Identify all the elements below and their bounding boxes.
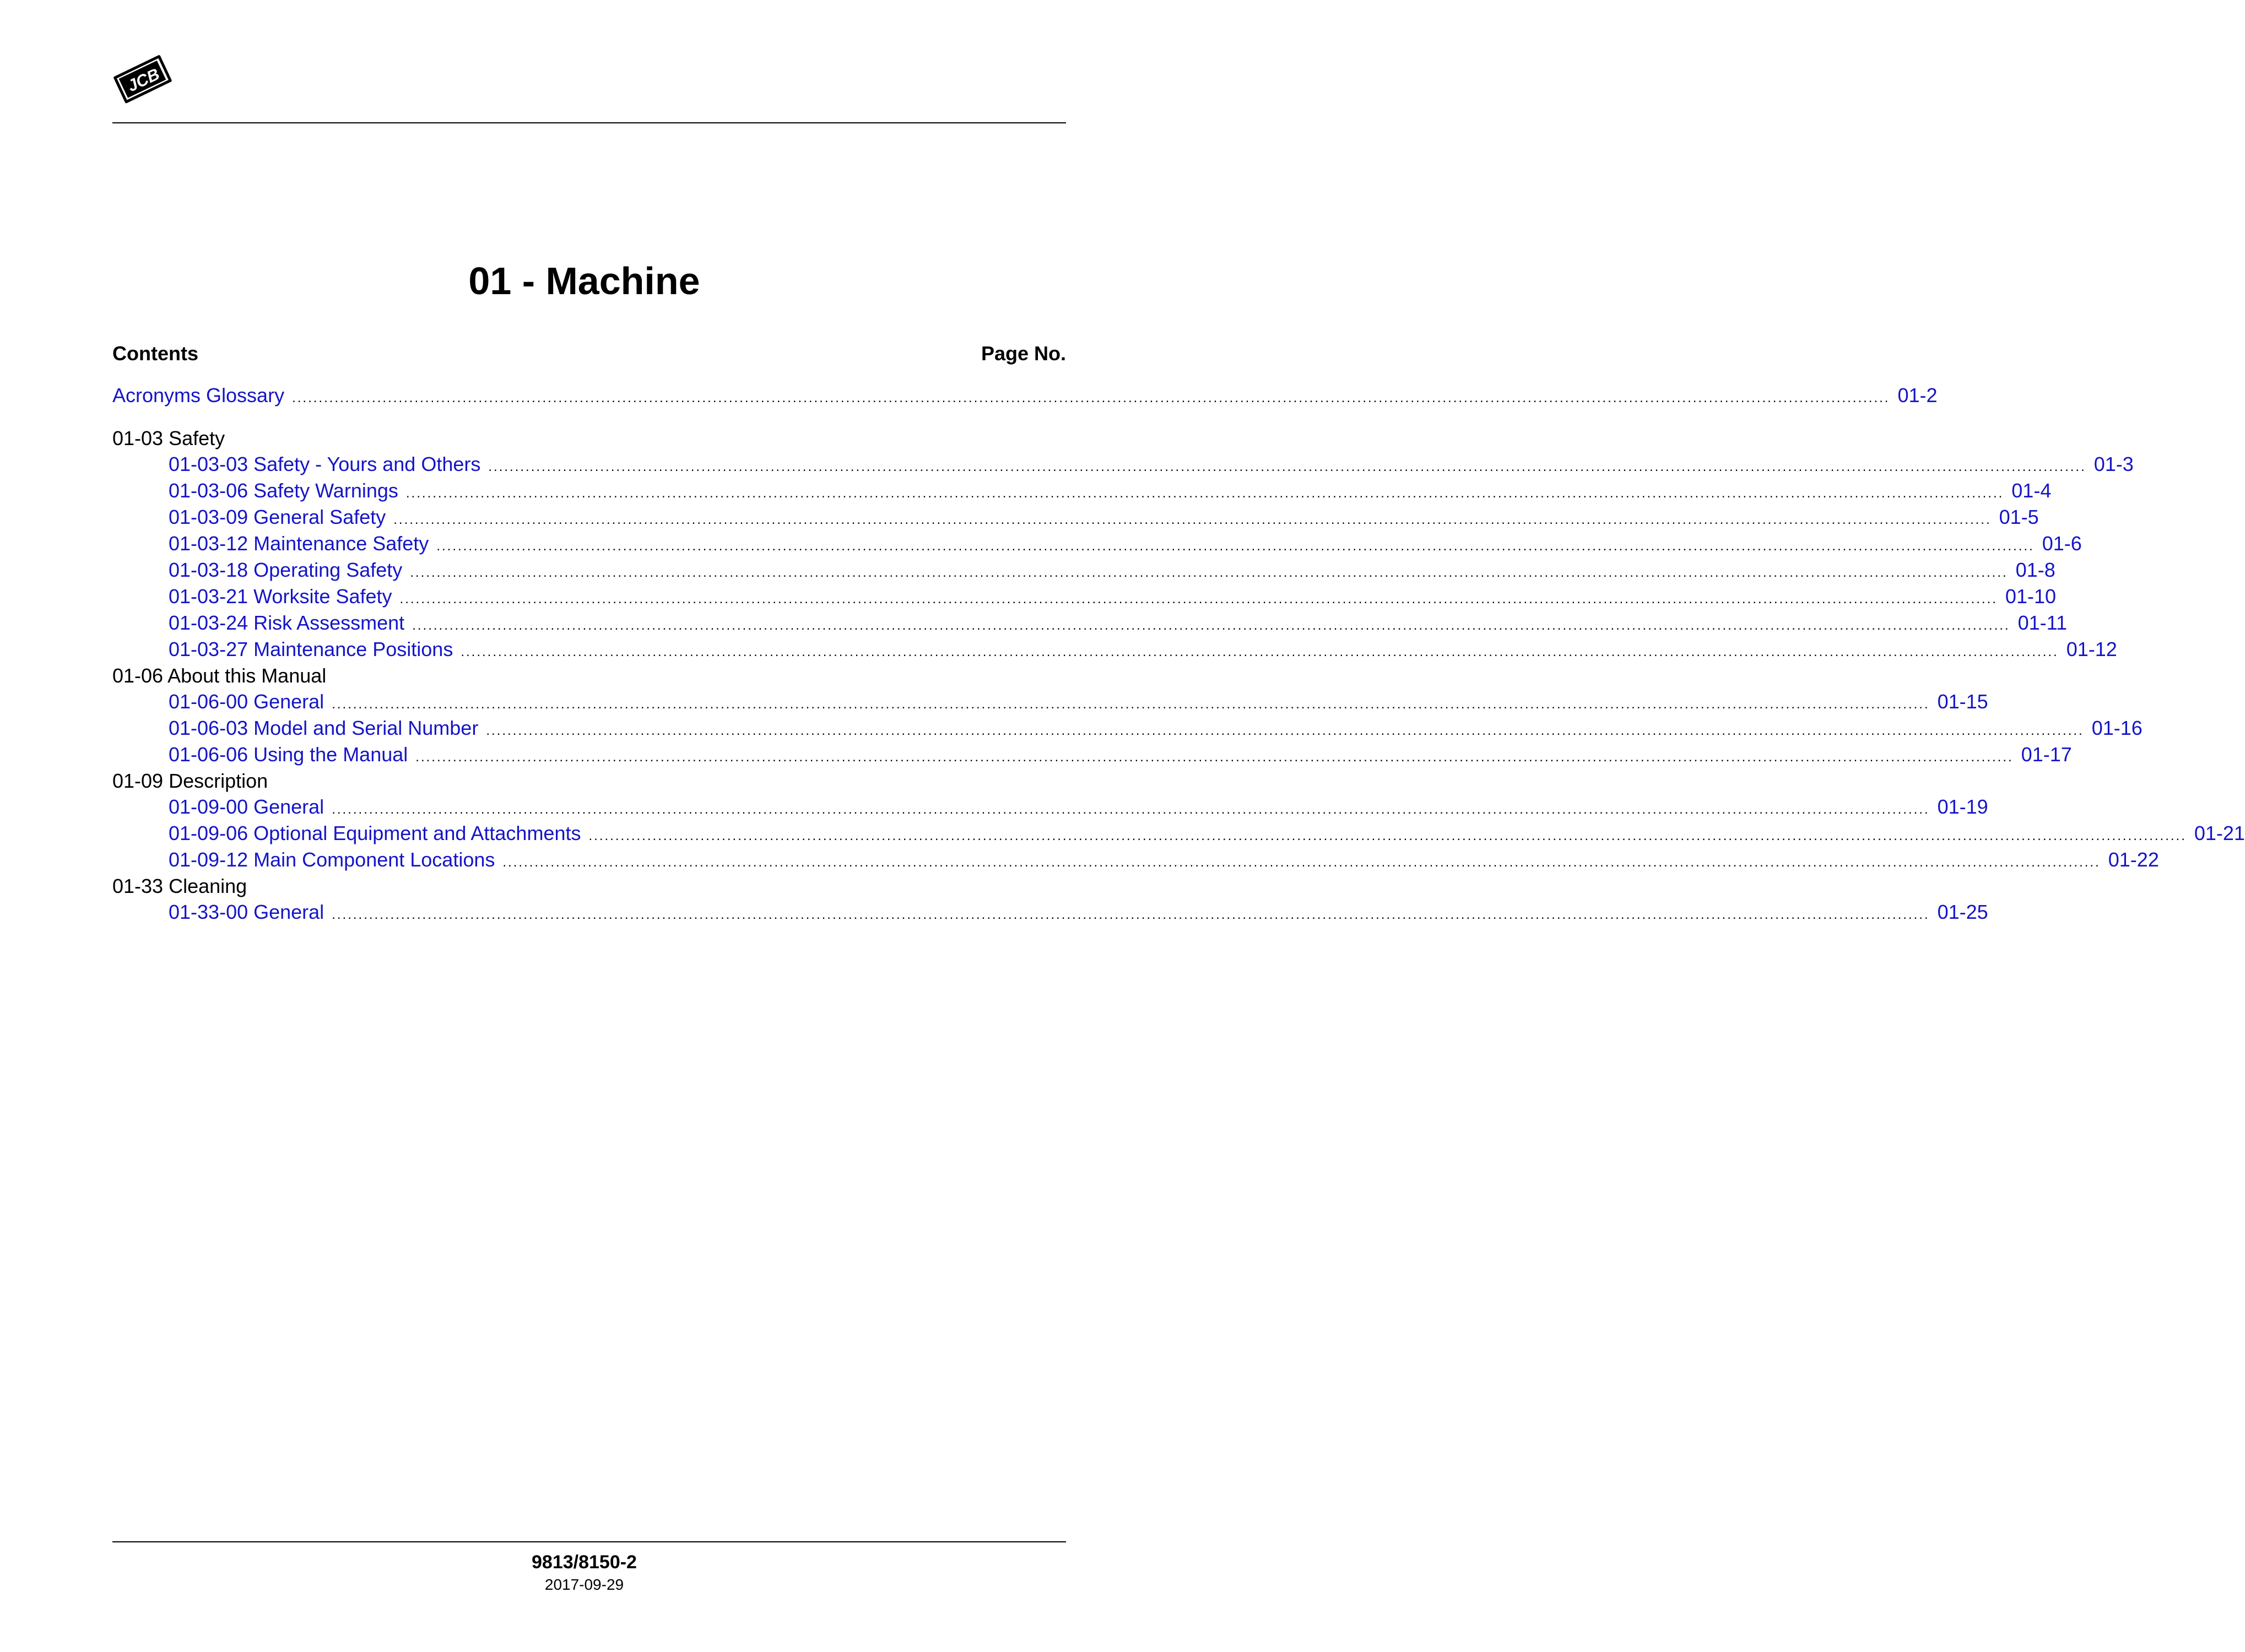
dot-leader: ............................................................................................................................................................................................................................................................................................................: [488, 459, 2086, 474]
dot-leader: ............................................................................................................................................................................................................................................................................................................: [502, 855, 2101, 870]
dot-leader: ............................................................................................................................................................................................................................................................................................................: [436, 539, 2035, 554]
dot-leader: ............................................................................................................................................................................................................................................................................................................: [486, 723, 2084, 738]
toc-entry-label: 01-03-12 Maintenance Safety: [169, 532, 429, 555]
toc-entry-label: 01-06-00 General: [169, 690, 324, 713]
dot-leader: ............................................................................................................................................................................................................................................................................................................: [332, 802, 1930, 817]
toc-entry[interactable]: [112, 583, 2056, 610]
toc-entry[interactable]: [112, 610, 2067, 636]
toc-entry-label: 01-09-06 Optional Equipment and Attachments: [169, 822, 581, 844]
dot-leader: ............................................................................................................................................................................................................................................................................................................: [332, 907, 1930, 922]
toc-entry-label: 01-06-03 Model and Serial Number: [169, 717, 479, 739]
toc-entry[interactable]: [112, 820, 2245, 847]
dot-leader: ............................................................................................................................................................................................................................................................................................................: [415, 750, 2014, 765]
toc-entry[interactable]: [112, 847, 2159, 873]
toc-entry-label: 01-09-00 General: [169, 795, 324, 818]
toc-entry-page: 01-25: [1937, 901, 1988, 923]
toc-entry[interactable]: [112, 478, 2052, 504]
toc-entry-page: 01-17: [2021, 743, 2072, 766]
table-of-contents: [112, 382, 2245, 925]
toc-entry-page: 01-12: [2066, 638, 2117, 660]
toc-entry-page: 01-4: [2011, 479, 2052, 502]
toc-entry-page: 01-22: [2108, 848, 2159, 871]
toc-entry-label: 01-03-09 General Safety: [169, 506, 386, 528]
toc-section-heading-cleaning: 01-33 Cleaning: [112, 875, 247, 897]
toc-section-heading-safety: 01-03 Safety: [112, 427, 225, 449]
jcb-logo: [111, 53, 173, 106]
dot-leader: ............................................................................................................................................................................................................................................................................................................: [399, 592, 1998, 606]
toc-entry[interactable]: [112, 557, 2055, 583]
dot-leader: ............................................................................................................................................................................................................................................................................................................: [292, 391, 1890, 405]
toc-entry[interactable]: [112, 741, 2072, 768]
header-rule: [112, 122, 1066, 123]
toc-entry[interactable]: [112, 530, 2082, 557]
dot-leader: ............................................................................................................................................................................................................................................................................................................: [405, 486, 2004, 501]
toc-entry[interactable]: [112, 689, 1988, 715]
toc-entry-page: 01-2: [1897, 384, 1938, 407]
toc-entry-page: 01-15: [1937, 690, 1988, 713]
toc-entry-page: 01-6: [2042, 532, 2082, 555]
dot-leader: ............................................................................................................................................................................................................................................................................................................: [588, 828, 2187, 843]
toc-entry-page: 01-5: [1999, 506, 2039, 528]
toc-entry-label: 01-03-18 Operating Safety: [169, 559, 403, 581]
document-date: 2017-09-29: [544, 1576, 624, 1593]
toc-entry-page: 01-21: [2194, 822, 2245, 844]
dot-leader: ............................................................................................................................................................................................................................................................................................................: [412, 618, 2010, 633]
page-title: 01 - Machine: [468, 259, 700, 302]
toc-entry[interactable]: [112, 715, 2143, 741]
toc-entry-label: 01-06-06 Using the Manual: [169, 743, 408, 766]
toc-entry-page: 01-8: [2015, 559, 2055, 581]
toc-header: [112, 340, 1066, 367]
toc-entry[interactable]: [112, 899, 1988, 925]
toc-entry-label: 01-03-21 Worksite Safety: [169, 585, 392, 608]
toc-entry-label: Acronyms Glossary: [112, 384, 285, 407]
toc-entry-label: 01-03-27 Maintenance Positions: [169, 638, 453, 660]
dot-leader: ............................................................................................................................................................................................................................................................................................................: [410, 565, 2008, 580]
dot-leader: ............................................................................................................................................................................................................................................................................................................: [461, 644, 2059, 659]
toc-entry-acronyms-glossary[interactable]: [112, 382, 1938, 409]
toc-entry-label: 01-03-06 Safety Warnings: [169, 479, 398, 502]
toc-section-heading-description: 01-09 Description: [112, 770, 268, 792]
toc-entry[interactable]: [112, 451, 2134, 478]
document-code: 9813/8150-2: [532, 1552, 637, 1573]
toc-entry[interactable]: [112, 504, 2039, 530]
toc-entry-page: 01-10: [2005, 585, 2056, 608]
dot-leader: ............................................................................................................................................................................................................................................................................................................: [332, 697, 1930, 712]
contents-label: Contents: [112, 342, 198, 365]
toc-entry-page: 01-3: [2093, 453, 2134, 475]
footer-rule: [112, 1541, 1066, 1542]
toc-entry[interactable]: [112, 794, 1988, 820]
toc-entry-label: 01-03-24 Risk Assessment: [169, 611, 405, 634]
toc-entry-label: 01-33-00 General: [169, 901, 324, 923]
toc-entry-label: 01-03-03 Safety - Yours and Others: [169, 453, 481, 475]
toc-entry-label: 01-09-12 Main Component Locations: [169, 848, 495, 871]
page-number-label: Page No.: [981, 342, 1066, 365]
dot-leader: ............................................................................................................................................................................................................................................................................................................: [393, 512, 1992, 527]
svg-text:JCB: JCB: [125, 65, 163, 96]
toc-section-heading-about-manual: 01-06 About this Manual: [112, 664, 327, 687]
toc-entry[interactable]: [112, 636, 2117, 663]
toc-entry-page: 01-11: [2017, 611, 2067, 634]
toc-entry-page: 01-16: [2091, 717, 2143, 739]
toc-entry-page: 01-19: [1937, 795, 1988, 818]
